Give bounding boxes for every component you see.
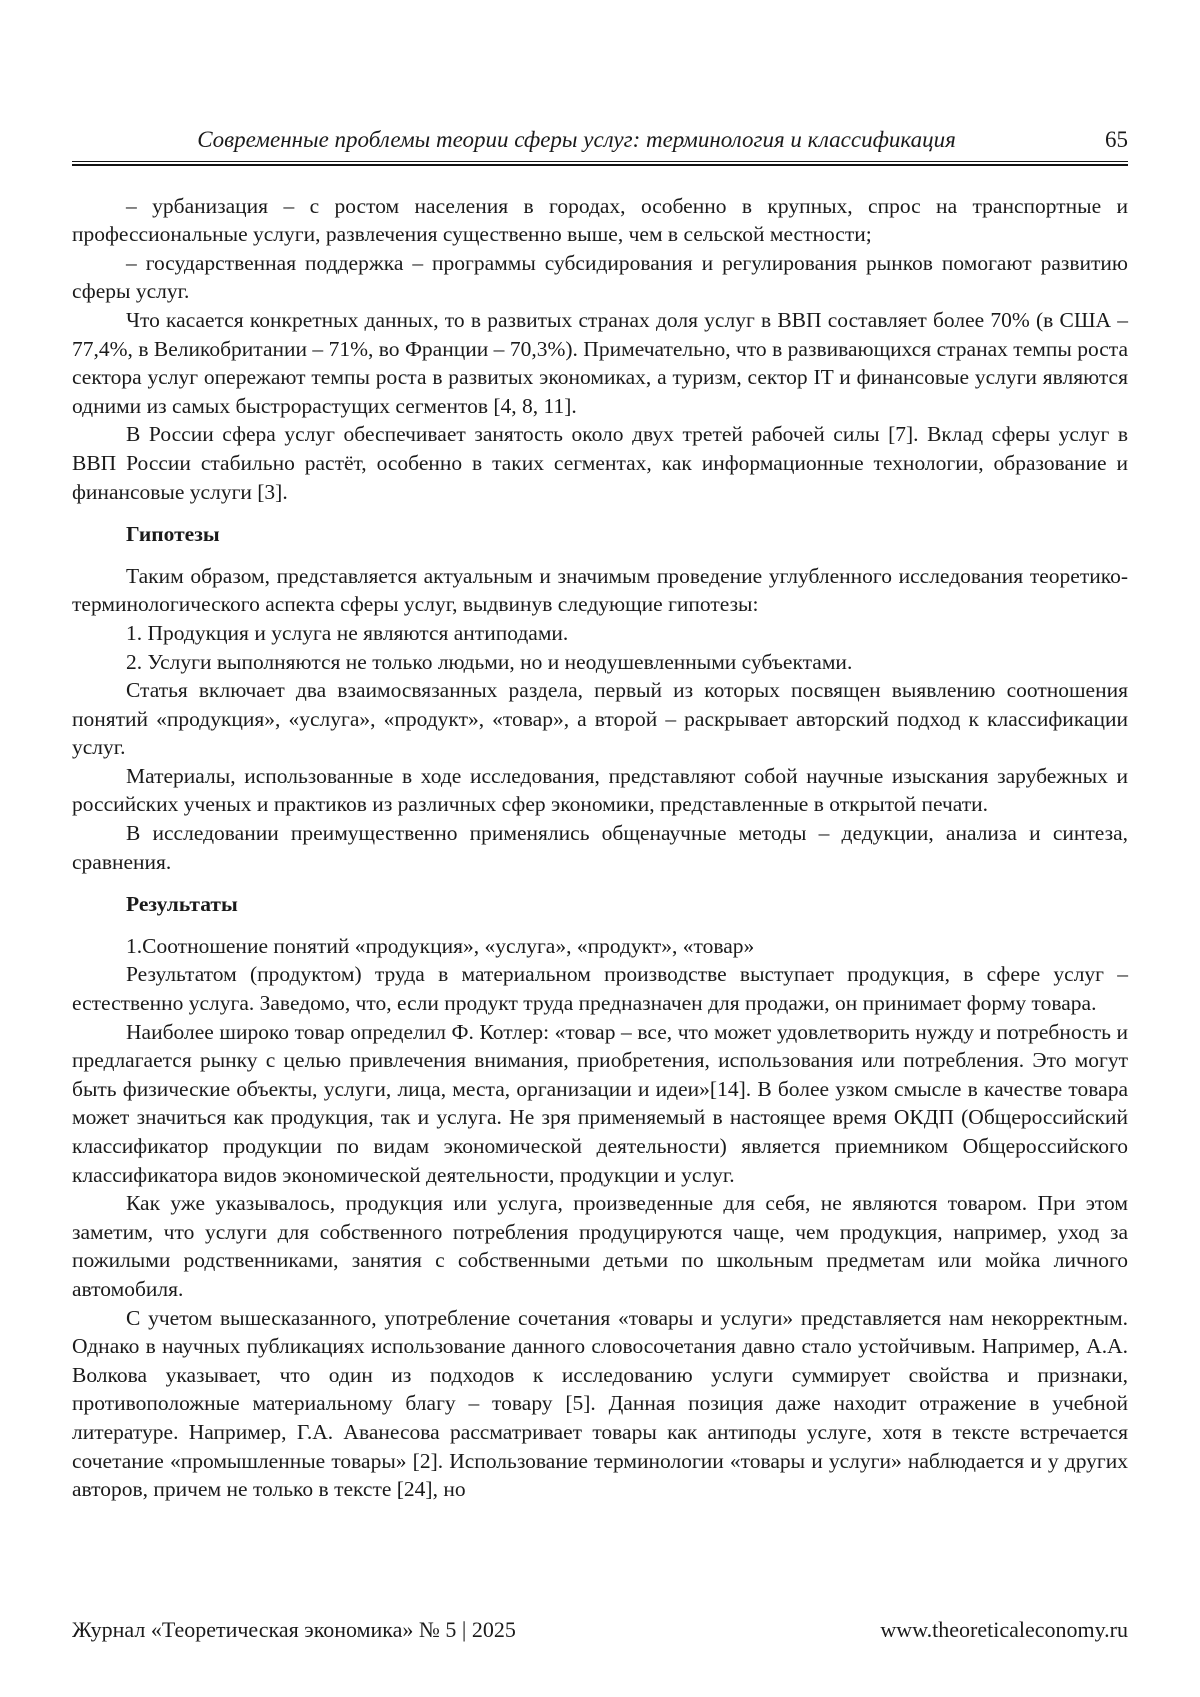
body-paragraph: Наиболее широко товар определил Ф. Котлер: «товар – все, что может удовлетворить нужду и потребность и предлагается рынку с целью привлечения внимания, приобретения, использования или потребления. Это могут быть физические объекты, услуги, лица, места, организации и идеи»[14]. В более узком смысле в качестве товара может значиться как продукция, так и услуга. Не зря применяемый в настоящее время ОКДП (Общероссийский классификатор продукции по видам экономической деятельности) является приемником Общероссийского классификатора видов экономической деятельности, продукции и услуг. (72, 1019, 1128, 1187)
body-paragraph: Как уже указывалось, продукция или услуга, произведенные для себя, не являются товаром. При этом заметим, что услуги для собственного потребления продуцируются чаще, чем продукция, например, уход за пожилыми родственниками, занятия с собственными детьми по школьным предметам или мойка личного автомобиля. (72, 1191, 1128, 1301)
body-paragraph: Статья включает два взаимосвязанных раздела, первый из которых посвящен выявлению соотношения понятий «продукция», «услуга», «продукт», «товар», а второй – раскрывает авторский подход к классификации услуг. (72, 678, 1128, 760)
header-rule (72, 161, 1128, 166)
body-paragraph: – государственная поддержка – программы субсидирования и регулирования рынков помогают развитию сферы услуг. (72, 250, 1128, 304)
body-paragraph: 2. Услуги выполняются не только людьми, но и неодушевленными субъектами. (126, 649, 853, 674)
section-heading-hypotheses: Гипотезы (126, 522, 220, 547)
body-paragraph: – урбанизация – с ростом населения в городах, особенно в крупных, спрос на транспортные и профессиональные услуги, развлечения существенно выше, чем в сельской местности; (72, 193, 1128, 247)
running-head-title: Современные проблемы теории сферы услуг: терминология и классификация (197, 127, 956, 152)
page-header (72, 126, 1128, 154)
page-number: 65 (1105, 127, 1128, 152)
body-paragraph: Что касается конкретных данных, то в развитых странах доля услуг в ВВП составляет более 70% (в США – 77,4%, в Великобритании – 71%, во Франции – 70,3%). Примечательно, что в развивающихся странах темпы роста сектора услуг опережают темпы роста в развитых экономиках, а туризм, сектор IT и финансовые услуги являются одними из самых быстрорастущих сегментов [4, 8, 11]. (72, 307, 1128, 418)
body-paragraph: 1.Соотношение понятий «продукция», «услуга», «продукт», «товар» (126, 933, 755, 958)
body-paragraph: Результатом (продуктом) труда в материальном производстве выступает продукция, в сфере услуг – естественно услуга. Заведомо, что, если продукт труда предназначен для продажи, он принимает форму товара. (72, 962, 1128, 1016)
body-paragraph: Таким образом, представляется актуальным и значимым проведение углубленного исследования теоретико-терминологического аспекта сферы услуг, выдвинув следующие гипотезы: (72, 563, 1128, 617)
body-paragraph: 1. Продукция и услуга не являются антиподами. (126, 620, 569, 645)
body-paragraph: Материалы, использованные в ходе исследования, представляют собой научные изыскания зарубежных и российских ученых и практиков из различных сфер экономики, представленные в открытой печати. (72, 763, 1128, 817)
footer-website: www.theoreticaleconomy.ru (880, 1617, 1128, 1642)
body-paragraph: В России сфера услуг обеспечивает занятость около двух третей рабочей силы [7]. Вклад сферы услуг в ВВП России стабильно растёт, особенно в таких сегментах, как информационные технологии, образование и финансовые услуги [3]. (72, 422, 1128, 504)
page-footer (72, 1617, 1128, 1643)
body-paragraph: С учетом вышесказанного, употребление сочетания «товары и услуги» представляется нам некорректным. Однако в научных публикациях использование данного словосочетания давно стало устойчивым. Например, А.А. Волкова указывает, что один из подходов к исследованию услуги суммирует свойства и признаки, противоположные материальному благу – товару [5]. Данная позиция даже находит отражение в учебной литературе. Например, Г.А. Аванесова рассматривает товары как антиподы услуге, хотя в тексте встречается сочетание «промышленные товары» [2]. Использование терминологии «товары и услуги» наблюдается и у других авторов, причем не только в тексте [24], но (72, 1305, 1128, 1502)
body-paragraph: В исследовании преимущественно применялись общенаучные методы – дедукции, анализа и синтеза, сравнения. (72, 821, 1128, 874)
article-body (72, 192, 1128, 1504)
section-heading-results: Результаты (126, 892, 238, 917)
footer-journal-info: Журнал «Теоретическая экономика» № 5 | 2025 (72, 1617, 516, 1642)
